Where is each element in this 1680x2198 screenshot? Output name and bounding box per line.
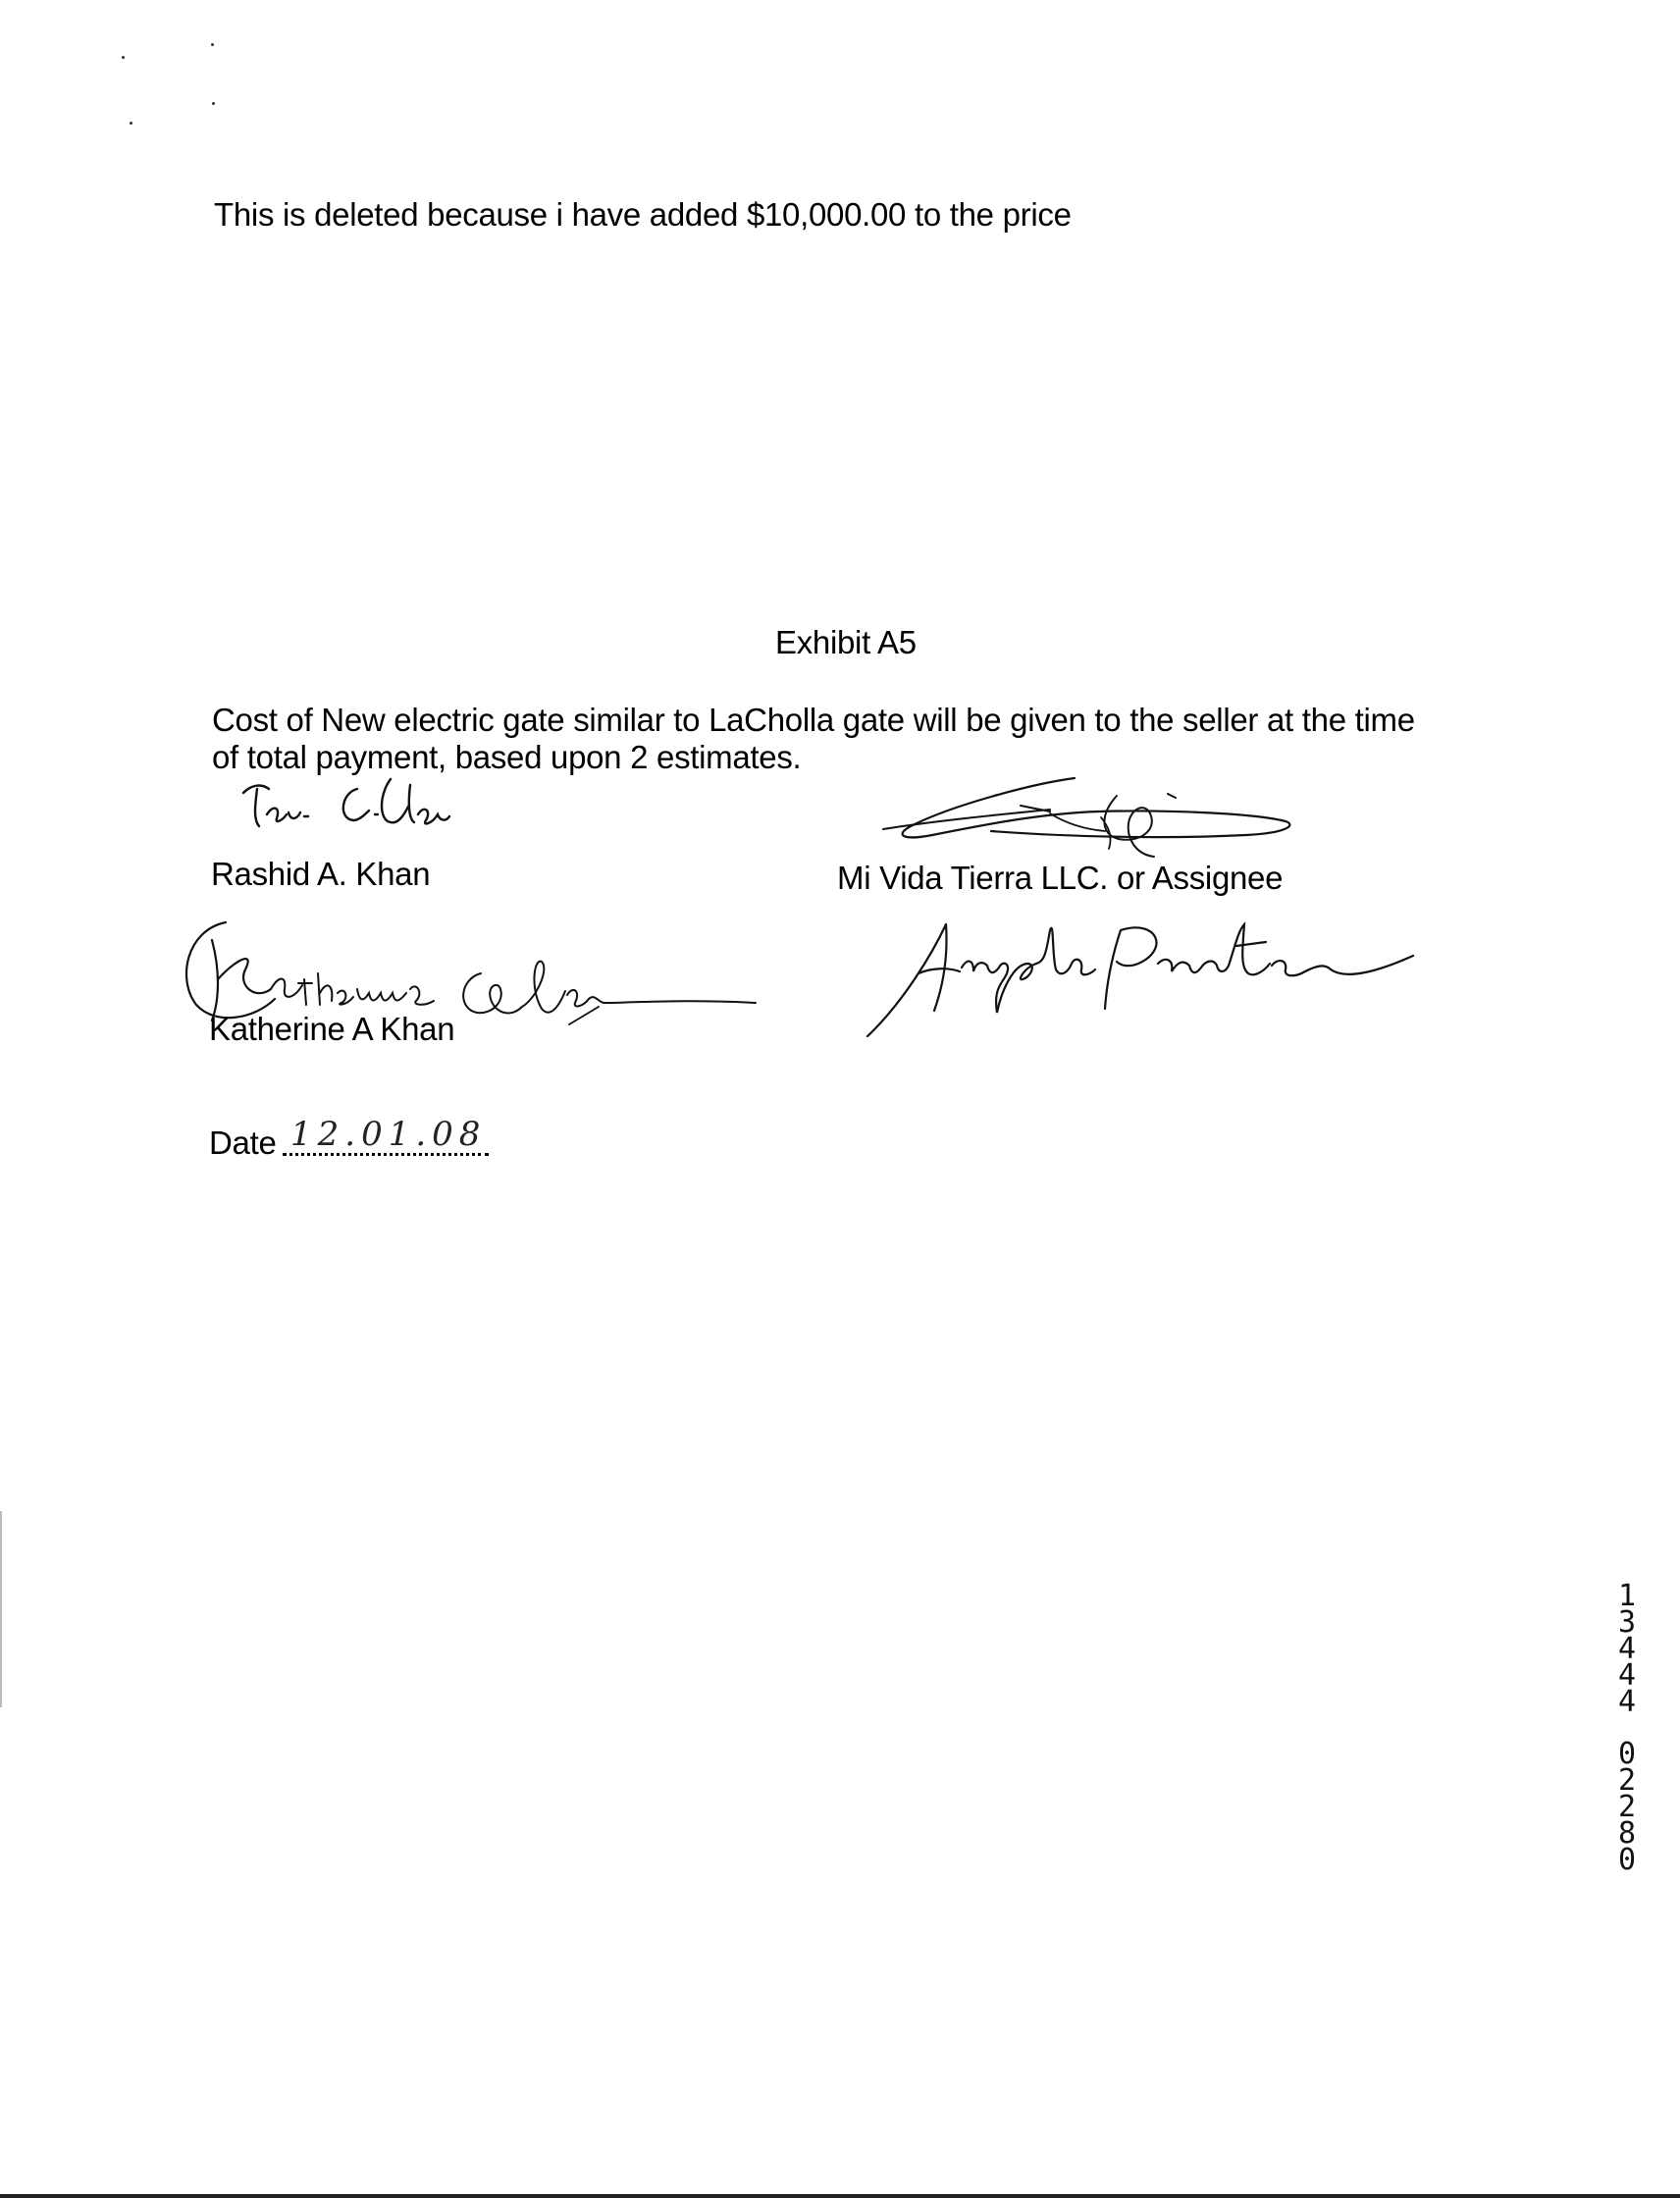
side-page-number [1614,1579,1640,1877]
scan-speck [211,43,214,46]
scan-speck [130,122,132,125]
signature-seller-second [864,895,1423,1042]
side-digit: 4 [1617,1658,1637,1693]
side-digit: 4 [1617,1632,1637,1666]
side-digit: 8 [1617,1816,1637,1851]
signatory-mi-vida-tierra: Mi Vida Tierra LLC. or Assignee [837,860,1284,896]
side-digit: 3 [1617,1605,1637,1640]
scan-speck [122,56,125,59]
side-digit: 0 [1617,1737,1637,1771]
signatory-katherine-khan: Katherine A Khan [209,1011,455,1047]
side-digit: 0 [1617,1843,1637,1877]
deletion-note: This is deleted because i have added $10,000.00 to the price [214,196,1072,233]
signature-seller [873,770,1305,868]
paragraph-line: Cost of New electric gate similar to LaCholla gate will be given to the seller at the time [212,702,1415,738]
side-digit: 2 [1617,1790,1637,1824]
paragraph-line: of total payment, based upon 2 estimates. [212,739,802,775]
date-label: Date [209,1125,277,1161]
exhibit-paragraph [212,702,1488,776]
side-digit: 4 [1617,1685,1637,1719]
scan-edge [0,1511,2,1707]
signatory-rashid-khan: Rashid A. Khan [211,856,431,892]
date-value-handwritten: 12.01.08 [290,1115,487,1154]
scan-edge-bottom [0,2194,1680,2198]
exhibit-title: Exhibit A5 [775,624,917,660]
scan-speck [212,102,215,105]
side-digit: 2 [1617,1763,1637,1798]
signature-rashid [232,775,477,854]
side-digit: 1 [1617,1579,1637,1613]
